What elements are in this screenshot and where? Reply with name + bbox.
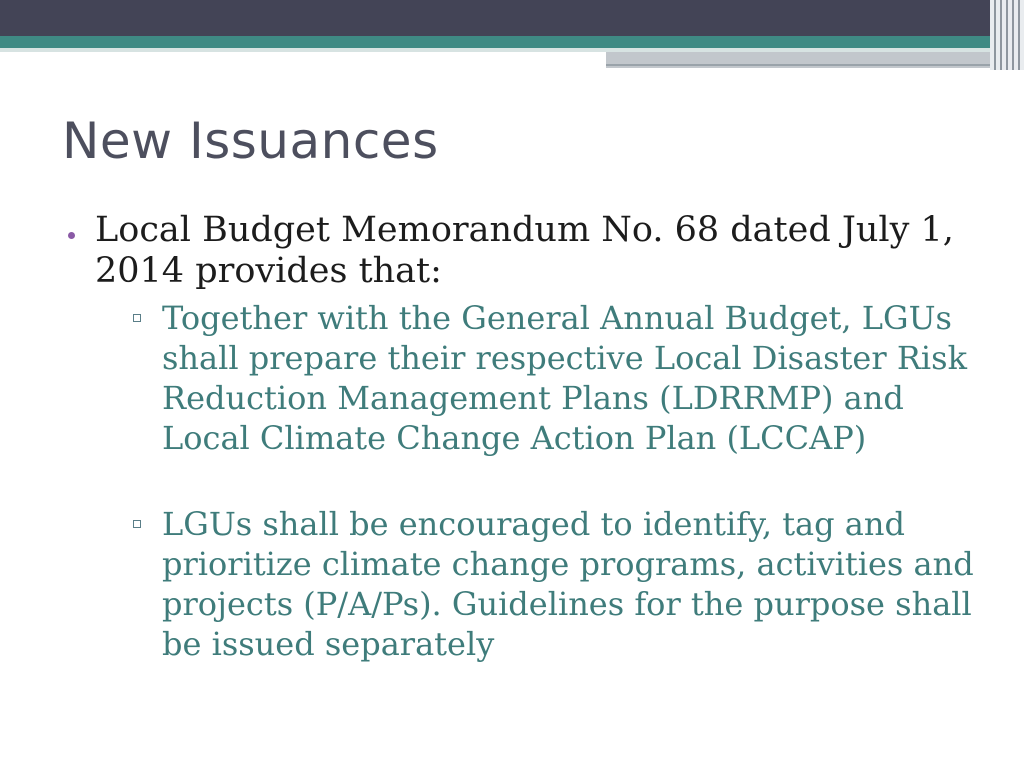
bullet-item xyxy=(60,210,980,664)
header-dark-band xyxy=(0,0,1024,36)
bullet-text: Local Budget Memorandum No. 68 dated July 1, 2014 provides that: xyxy=(95,210,954,291)
square-bullet-icon xyxy=(133,520,141,528)
sub-bullet-item xyxy=(127,504,980,664)
sub-bullet-list xyxy=(95,298,980,664)
sub-bullet-text: LGUs shall be encouraged to identify, tag and prioritize climate change programs, activities and projects (P/A/Ps). Guidelines for the purpose shall be issued separately xyxy=(162,505,974,663)
slide-title: New Issuances xyxy=(62,112,439,170)
bullet-list xyxy=(60,210,980,664)
bullet-dot-icon xyxy=(68,232,75,239)
header-stripes xyxy=(990,0,1024,70)
header-teal-band xyxy=(0,36,1024,48)
square-bullet-icon xyxy=(133,314,141,322)
header-thin-line xyxy=(606,64,1006,66)
sub-bullet-item xyxy=(127,298,980,458)
sub-bullet-text: Together with the General Annual Budget, LGUs shall prepare their respective Local Disaster Risk Reduction Management Plans (LDRRMP) and Local Climate Change Action Plan (LCCAP) xyxy=(162,299,967,457)
